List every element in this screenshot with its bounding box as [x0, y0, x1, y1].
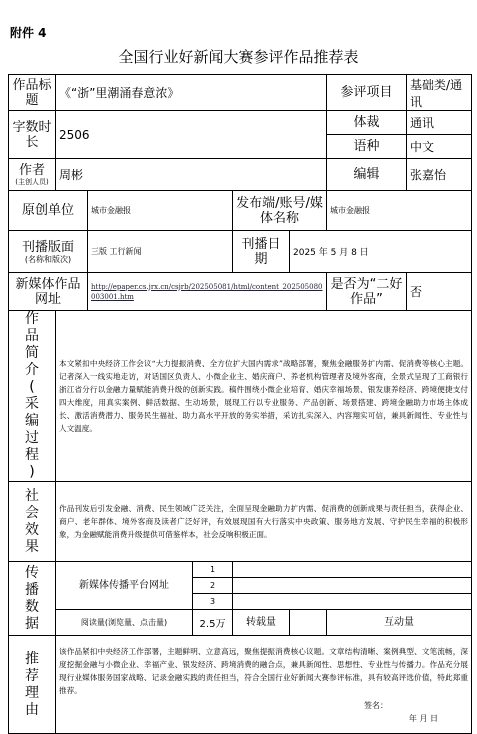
genre-value[interactable]: 通讯: [407, 111, 472, 135]
editor-value[interactable]: 张嘉怡: [407, 159, 472, 191]
url-value[interactable]: http://epaper.cs.jrx.cn/csjrb/202505081/html/content_202505080003001.htm: [88, 273, 327, 311]
author-label: 作者: [18, 162, 45, 178]
recommend-label: 推 荐 理 由: [9, 636, 56, 734]
author-label-cell: [9, 159, 56, 191]
word-count-label: 字数时长: [9, 111, 56, 159]
recommend-cell[interactable]: [56, 636, 472, 734]
date-label: 刊播日期: [233, 231, 290, 273]
author-note: (主创人员): [15, 177, 49, 186]
page-title: 全国行业好新闻大赛参评作品推荐表: [118, 48, 359, 66]
language-value[interactable]: 中文: [407, 135, 472, 159]
author-value[interactable]: 周彬: [56, 159, 327, 191]
layout-label: 刊播版面: [21, 239, 74, 255]
spread-label: 传 播 数 据: [9, 562, 56, 636]
sign-date: 年 月 日: [408, 713, 439, 723]
platform-url-2[interactable]: [233, 578, 472, 594]
recommend-text: 该作品紧扣中央经济工作部署，主题鲜明、立意高远，聚焦提振消费核心议题。文章结构清晰、案例典型、文笔流畅，深度挖掘金融与小微企业、幸福产业、银发经济、跨境消费的融合点，兼具新闻性、思想性、专业性与传播力。作品充分展现行业媒体服务国家战略、记录金融实践的责任担当，符合全国行业好新闻大赛参评标准，具有较高评选价值，特此郑重推荐。: [59, 646, 469, 695]
reposts-label: 转载量: [233, 610, 290, 636]
word-count-value[interactable]: 2506: [56, 111, 327, 159]
category-label: 参评项目: [327, 75, 407, 111]
platform-url-3[interactable]: [233, 594, 472, 610]
genre-label: 体裁: [327, 111, 407, 135]
platform-item-1: 1: [193, 562, 233, 578]
publish-label: 发布端/账号/媒体名称: [233, 191, 327, 231]
category-value[interactable]: 基础类/通讯: [407, 75, 472, 111]
work-title-label: 作品标题: [9, 75, 56, 111]
publish-value[interactable]: 城市金融报: [327, 191, 472, 231]
origin-label: 原创单位: [9, 191, 88, 231]
date-value[interactable]: 2025 年 5 月 8 日: [290, 231, 472, 273]
platform-item-3: 3: [193, 594, 233, 610]
platform-url-1[interactable]: [233, 562, 472, 578]
effect-text[interactable]: 作品刊发后引发金融、消费、民生领域广泛关注，全面呈现金融助力扩内需、促消费的创新成果与责任担当，获得企业、商户、老年群体、境外客商及读者广泛好评，有效展现国有大行落实中央政策、服务地方发展、守护民生幸福的积极形象，为金融赋能消费升级提供可借鉴样本，社会反响积极正面。: [56, 482, 472, 562]
layout-label-cell: [9, 231, 88, 273]
layout-value[interactable]: 三版 工行新闻: [88, 231, 233, 273]
award-value[interactable]: 否: [407, 273, 472, 311]
signature-label: 签名：: [364, 700, 389, 710]
attachment-label: 附件 4: [10, 26, 47, 40]
effect-label: 社 会 效 果: [9, 482, 56, 562]
intro-label: 作 品 简 介 ( 采 编 过 程 ): [9, 311, 56, 482]
language-label: 语种: [327, 135, 407, 159]
origin-value[interactable]: 城市金融报: [88, 191, 233, 231]
url-label: 新媒体作品网址: [9, 273, 88, 311]
layout-note: (名称和版次): [24, 254, 72, 264]
editor-label: 编辑: [327, 159, 407, 191]
nomination-form: [8, 74, 472, 734]
award-label: 是否为“二好作品”: [327, 273, 407, 311]
platform-item-2: 2: [193, 578, 233, 594]
intro-text[interactable]: 本文紧扣中央经济工作会议“大力提振消费、全方位扩大国内需求”战略部署，聚焦金融服务扩内需、促消费等核心主题。记者深入一线实地走访，对话国区负责人、小微企业主、婚庆商户、养老机构管理者及境外客商，全景式呈现了工商银行浙江省分行以金融力量赋能消费升级的创新实践。稿件围绕小微企业培育、婚庆幸福场景、银发康养经济、跨境便捷支付四大维度，用真实案例、鲜活数据、生动场景，展现工行以专业服务、产品创新、场景搭建、跨境金融助力市场主体成长、激活消费潜力、服务民生福祉、助力高水平开放的务实举措，采访扎实深入、内容翔实可信，兼具新闻性、专业性与人文温度。: [56, 311, 472, 482]
reads-label: 阅读量(浏览量、点击量): [56, 610, 193, 636]
interactions-label: 互动量: [327, 610, 472, 636]
platform-label: 新媒体传播平台网址: [56, 562, 193, 610]
reads-value[interactable]: 2.5万: [193, 610, 233, 636]
reposts-value[interactable]: [290, 610, 327, 636]
work-title-value[interactable]: 《“浙”里潮涌春意浓》: [56, 75, 327, 111]
